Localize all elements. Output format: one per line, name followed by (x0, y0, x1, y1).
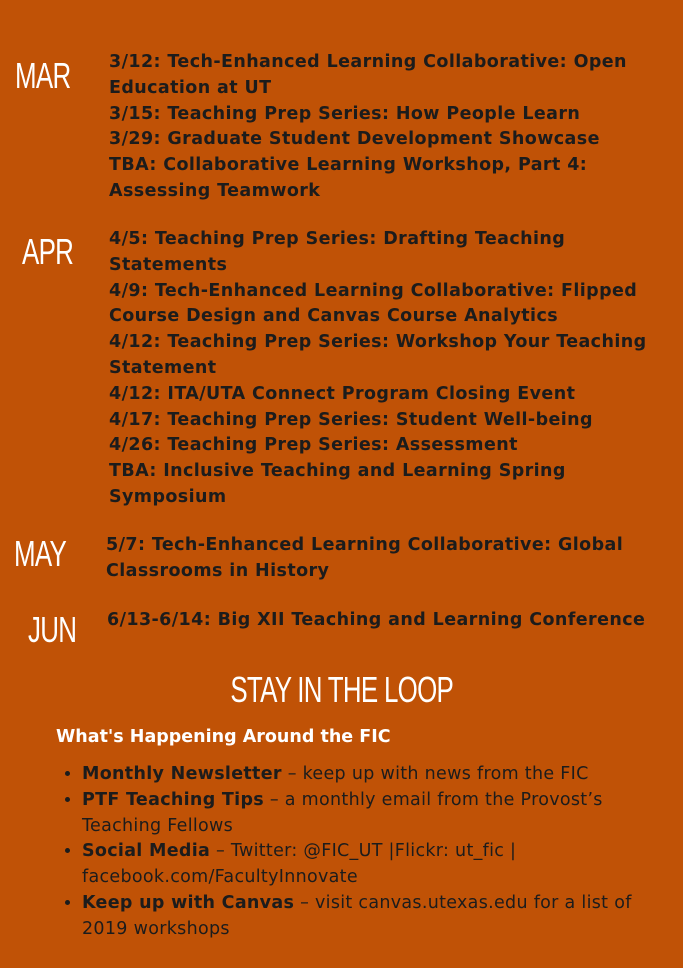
event-item: 3/15: Teaching Prep Series: How People Learn (109, 103, 581, 124)
event-item: 3/29: Graduate Student Development Showcase (109, 129, 600, 150)
month-label-may: MAY (14, 533, 67, 574)
list-item (82, 839, 642, 891)
list-item-label: Social Media (82, 841, 211, 862)
event-item: 4/9: Tech-Enhanced Learning Collaborative: Flipped Course Design and Canvas Course Analytics (109, 280, 638, 327)
month-label-mar: MAR (15, 55, 71, 96)
events-apr (109, 227, 679, 511)
section-title-text: STAY IN THE LOOP (230, 669, 453, 710)
list-item-label: Keep up with Canvas (82, 892, 295, 913)
event-item: 6/13-6/14: Big XII Teaching and Learning Conference (107, 610, 646, 630)
list-item-desc: – visit canvas.utexas.edu for a list of 2019 workshops (82, 892, 632, 939)
events-mar (109, 50, 679, 205)
event-item: 5/7: Tech-Enhanced Learning Collaborative: Global Classrooms in History (106, 535, 624, 581)
list-item (82, 762, 642, 788)
month-label-apr: APR (22, 231, 74, 272)
event-item: 4/5: Teaching Prep Series: Drafting Teaching Statements (109, 229, 566, 275)
event-item: TBA: Collaborative Learning Workshop, Part 4: Assessing Teamwork (109, 155, 588, 201)
list-item-label: PTF Teaching Tips (82, 789, 264, 810)
event-item: 4/26: Teaching Prep Series: Assessment (109, 435, 518, 456)
event-item: 4/17: Teaching Prep Series: Student Well-being (109, 409, 593, 430)
list-item-desc: – a monthly email from the Provost’s Teaching Fellows (82, 789, 603, 836)
list-item-label: Monthly Newsletter (82, 764, 282, 784)
list-item (82, 891, 642, 943)
event-item: 4/12: ITA/UTA Connect Program Closing Event (109, 383, 576, 404)
list-item-desc: – keep up with news from the FIC (281, 764, 589, 784)
event-item: TBA: Inclusive Teaching and Learning Spring Symposium (109, 461, 566, 507)
event-item: 4/12: Teaching Prep Series: Workshop Your Teaching Statement (109, 332, 647, 378)
events-jun (107, 608, 677, 634)
section-title (0, 668, 683, 712)
events-may (106, 533, 676, 585)
section-subtitle: What's Happening Around the FIC (56, 727, 391, 747)
loop-list (56, 762, 642, 943)
month-label-jun: JUN (28, 609, 77, 650)
list-item-desc: – Twitter: @FIC_UT |Flickr: ut_fic | facebook.com/FacultyInnovate (82, 841, 517, 888)
event-item: 3/12: Tech-Enhanced Learning Collaborative: Open Education at UT (109, 52, 627, 98)
list-item (82, 788, 642, 840)
